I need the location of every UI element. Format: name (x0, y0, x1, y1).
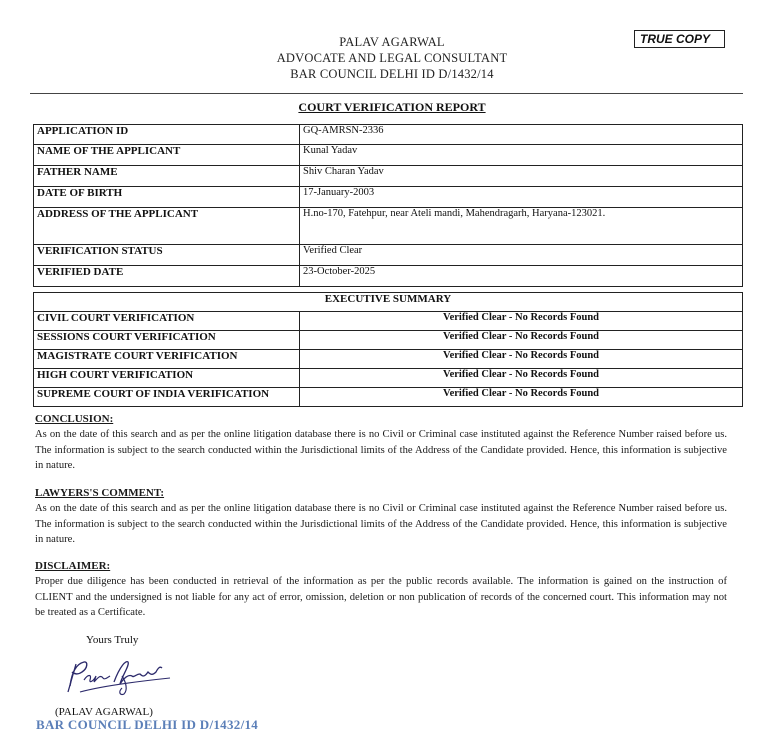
table-row (34, 266, 743, 287)
closing-salutation: Yours Truly (86, 634, 139, 646)
conclusion-text: As on the date of this search and as per the online litigation database there is no Civil or Criminal case instituted against the Reference Number raised before us. The information is subject to the search conducted within the Jurisdictional limits of the Address of the Candidate provided. Hence, this information is subjective in nature. (35, 429, 727, 472)
court-status: Verified Clear - No Records Found (300, 331, 743, 350)
disclaimer-text: Proper due diligence has been conducted in retrieval of the information as per the public records available. The information is gained on the instruction of CLIENT and the undersigned is not liable for any act of error, omission, deletion or non publication of records of the concerned court. This information may not be treated as a Certificate. (35, 576, 727, 619)
disclaimer-heading: DISCLAIMER: (35, 560, 111, 572)
field-value: 23-October-2025 (300, 266, 743, 287)
field-label: DATE OF BIRTH (34, 187, 300, 208)
field-label: VERIFIED DATE (34, 266, 300, 287)
conclusion-section (35, 412, 727, 474)
field-value: GQ-AMRSN-2336 (300, 125, 743, 145)
court-status: Verified Clear - No Records Found (300, 369, 743, 388)
field-value: Shiv Charan Yadav (300, 166, 743, 187)
bar-council-id: BAR COUNCIL DELHI ID D/1432/14 (290, 67, 494, 81)
advocate-name: PALAV AGARWAL (339, 35, 445, 49)
field-value: 17-January-2003 (300, 187, 743, 208)
table-row (34, 166, 743, 187)
conclusion-heading: CONCLUSION: (35, 413, 114, 425)
table-header-row (34, 293, 743, 312)
handwritten-signature (62, 652, 182, 698)
table-row (34, 331, 743, 350)
lawyers-comment-heading: LAWYERS'S COMMENT: (35, 487, 165, 499)
field-label: VERIFICATION STATUS (34, 245, 300, 266)
court-label: CIVIL COURT VERIFICATION (34, 312, 300, 331)
advocate-role: ADVOCATE AND LEGAL CONSULTANT (276, 51, 508, 65)
lawyers-comment-text: As on the date of this search and as per the online litigation database there is no Civil or Criminal case instituted against the Reference Number raised before us. The information is subject to the search conducted within the Jurisdictional limits of the Address of the Candidate provided. Hence, this information is subjective in nature. (35, 503, 727, 546)
lawyers-comment-section (35, 486, 727, 548)
executive-summary-table (33, 292, 743, 407)
signatory-name: (PALAV AGARWAL) (55, 706, 153, 718)
table-row (34, 145, 743, 166)
court-status: Verified Clear - No Records Found (300, 350, 743, 369)
field-label: ADDRESS OF THE APPLICANT (34, 208, 300, 245)
field-label: APPLICATION ID (34, 125, 300, 145)
table-row (34, 187, 743, 208)
table-row (34, 245, 743, 266)
court-label: SESSIONS COURT VERIFICATION (34, 331, 300, 350)
table-row (34, 312, 743, 331)
table-row (34, 350, 743, 369)
applicant-details-table (33, 124, 743, 287)
field-label: NAME OF THE APPLICANT (34, 145, 300, 166)
signatory-bar-id: BAR COUNCIL DELHI ID D/1432/14 (36, 717, 259, 732)
field-value: H.no-170, Fatehpur, near Ateli mandi, Mahendragarh, Haryana-123021. (300, 208, 743, 245)
court-status: Verified Clear - No Records Found (300, 388, 743, 407)
court-label: HIGH COURT VERIFICATION (34, 369, 300, 388)
table-row (34, 369, 743, 388)
true-copy-stamp: TRUE COPY (634, 30, 725, 48)
court-label: SUPREME COURT OF INDIA VERIFICATION (34, 388, 300, 407)
table-row (34, 125, 743, 145)
field-value: Verified Clear (300, 245, 743, 266)
table-row (34, 388, 743, 407)
table-row (34, 208, 743, 245)
court-label: MAGISTRATE COURT VERIFICATION (34, 350, 300, 369)
court-status: Verified Clear - No Records Found (300, 312, 743, 331)
disclaimer-section (35, 559, 727, 621)
report-title: COURT VERIFICATION REPORT (298, 100, 486, 114)
field-label: FATHER NAME (34, 166, 300, 187)
summary-title: EXECUTIVE SUMMARY (34, 293, 743, 312)
header-divider (30, 93, 743, 94)
field-value: Kunal Yadav (300, 145, 743, 166)
